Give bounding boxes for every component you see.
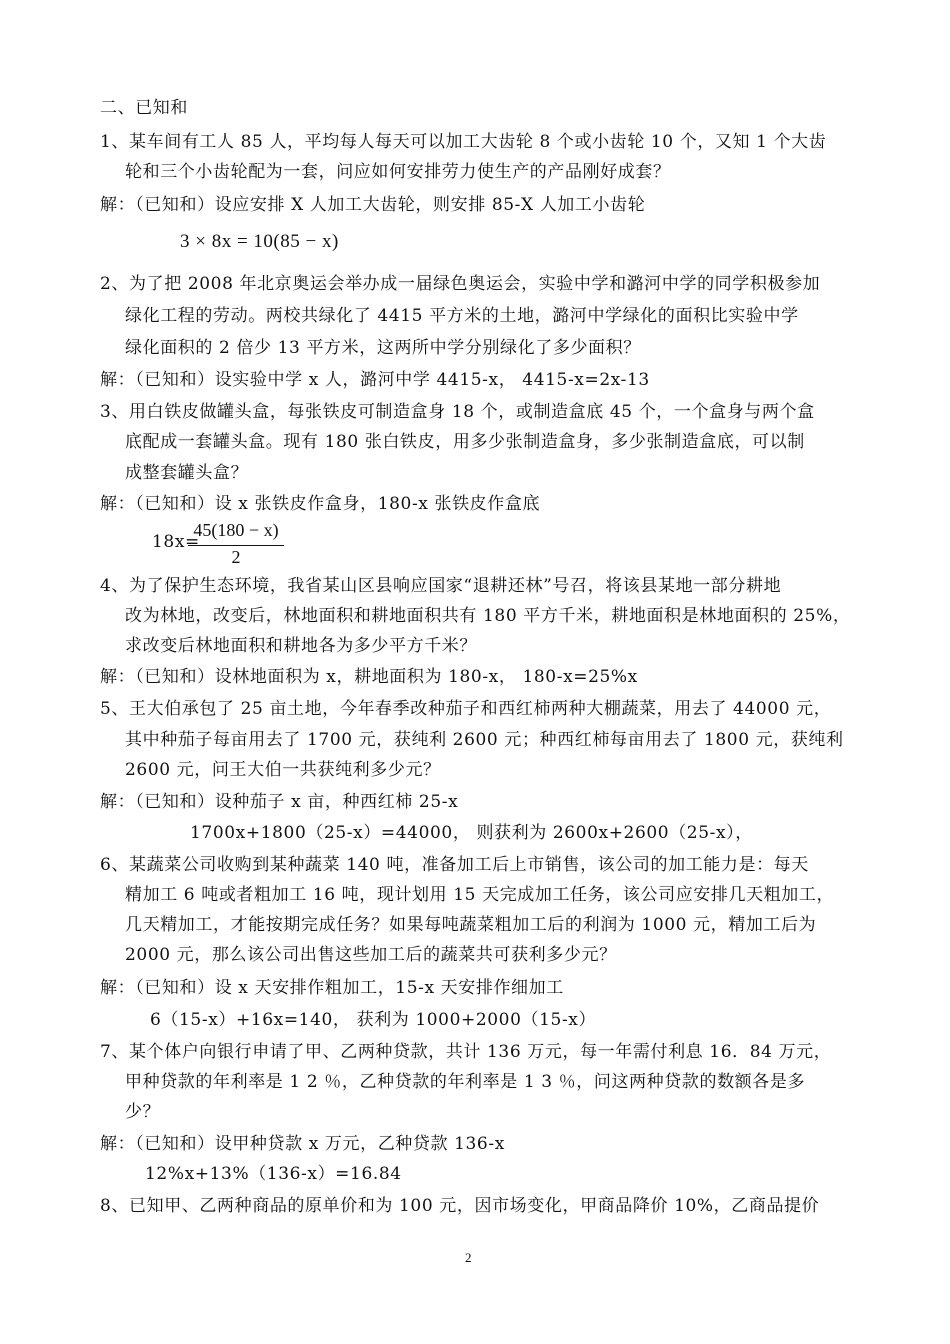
solution-1-line-1: 解：（已知和）设应安排 X 人加工大齿轮，则安排 85-X 人加工小齿轮 [100,195,646,215]
problem-6-line-2: 精加工 6 吨或者粗加工 16 吨，现计划用 15 天完成加工任务，该公司应安排几天粗加工， [125,885,835,905]
problem-5-line-2: 其中种茄子每亩用去了 1700 元，获纯利 2600 元；种西红柿每亩用去了 1800 元，获纯利 [125,730,844,750]
solution-6-line-1: 解：（已知和）设 x 天安排作粗加工，15-x 天安排作细加工 [100,978,564,998]
problem-4-line-2: 改为林地，改变后，林地面积和耕地面积共有 180 平方千米，耕地面积是林地面积的 25%， [125,606,851,626]
problem-4-line-1: 4、为了保护生态环境，我省某山区县响应国家“退耕还林”号召，将该县某地一部分耕地 [100,576,782,596]
fraction-numerator: 45(180 − x) [193,520,279,540]
solution-2-line-1: 解：（已知和）设实验中学 x 人，潞河中学 4415-x， 4415-x=2x-13 [100,370,650,390]
problem-3-line-1: 3、用白铁皮做罐头盒，每张铁皮可制造盒身 18 个，或制造盒底 45 个，一个盒身与两个盒 [100,402,815,422]
problem-2-line-3: 绿化面积的 2 倍少 13 平方米，这两所中学分别绿化了多少面积？ [125,338,641,358]
problem-1-line-1: 1、某车间有工人 85 人，平均每人每天可以加工大齿轮 8 个或小齿轮 10 个，又知 1 个大齿 [100,132,827,152]
problem-3-line-2: 底配成一套罐头盒。现有 180 张白铁皮，用多少张制造盒身，多少张制造盒底，可以制 [125,432,805,452]
problem-8-line-1: 8、已知甲、乙两种商品的原单价和为 100 元，因市场变化，甲商品降价 10%，乙商品提价 [100,1196,820,1216]
problem-6-line-1: 6、某蔬菜公司收购到某种蔬菜 140 吨，准备加工后上市销售，该公司的加工能力是：每天 [100,855,809,875]
fraction-denominator: 2 [231,547,241,567]
section-title: 二、已知和 [100,98,188,118]
solution-6-line-2: 6（15-x）+16x=140， 获利为 1000+2000（15-x） [150,1010,597,1030]
solution-7-line-1: 解：（已知和）设甲种贷款 x 万元，乙种贷款 136-x [100,1134,505,1154]
problem-6-line-3: 几天精加工，才能按期完成任务？如果每吨蔬菜粗加工后的利润为 1000 元，精加工后为 [125,915,817,935]
solution-3-fraction [188,520,284,570]
solution-4-line-1: 解：（已知和）设林地面积为 x，耕地面积为 180-x， 180-x=25%x [100,667,638,687]
solution-5-line-1: 解：（已知和）设种茄子 x 亩，种西红柿 25-x [100,792,459,812]
problem-6-line-4: 2000 元，那么该公司出售这些加工后的蔬菜共可获利多少元？ [125,945,617,965]
solution-3-equation-lhs: 18x= [152,532,200,552]
page-number: 2 [465,1250,472,1265]
problem-5-line-3: 2600 元，问王大伯一共获纯利多少元？ [125,760,441,780]
problem-5-line-1: 5、王大伯承包了 25 亩土地，今年春季改种茄子和西红柿两种大棚蔬菜，用去了 44000 元， [100,699,832,719]
problem-2-line-2: 绿化工程的劳动。两校共绿化了 4415 平方米的土地，潞河中学绿化的面积比实验中学 [125,306,799,326]
solution-3-line-1: 解：（已知和）设 x 张铁皮作盒身，180-x 张铁皮作盒底 [100,494,541,514]
fraction-bar [188,545,284,546]
problem-7-line-2: 甲种贷款的年利率是 1 2 ％，乙种贷款的年利率是 1 3 ％，问这两种贷款的数额各是多 [125,1072,806,1092]
solution-1-equation: 3 × 8x = 10(85 − x) [180,231,339,252]
problem-7-line-3: 少？ [125,1102,161,1122]
problem-3-line-3: 成整套罐头盒？ [125,463,249,483]
problem-7-line-1: 7、某个体户向银行申请了甲、乙两种贷款，共计 136 万元，每一年需付利息 16．84 万元， [100,1042,832,1062]
problem-2-line-1: 2、为了把 2008 年北京奥运会举办成一届绿色奥运会，实验中学和潞河中学的同学积极参加 [100,274,821,294]
solution-7-line-2: 12%x+13%（136-x）=16.84 [145,1164,402,1184]
solution-5-line-2: 1700x+1800（25-x）=44000， 则获利为 2600x+2600（25-x）， [190,823,753,843]
problem-4-line-3: 求改变后林地面积和耕地各为多少平方千米？ [125,636,477,656]
problem-1-line-2: 轮和三个小齿轮配为一套，问应如何安排劳力使生产的产品刚好成套？ [125,162,671,182]
